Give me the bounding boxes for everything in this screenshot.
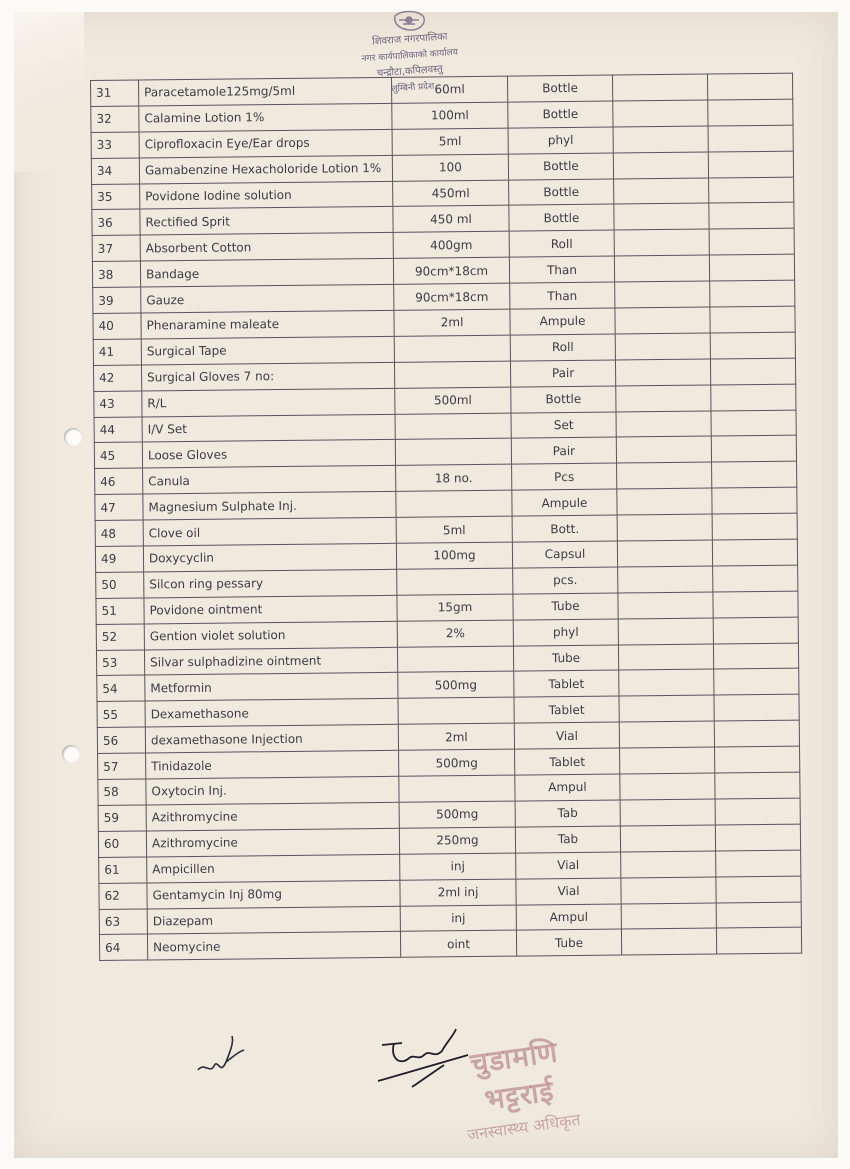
- item-name: dexamethasone Injection: [145, 725, 398, 754]
- punch-hole-bottom: [62, 745, 80, 763]
- item-name: Absorbent Cotton: [140, 233, 393, 262]
- item-quantity: 2ml: [394, 309, 510, 336]
- item-quantity: 400gm: [393, 231, 509, 258]
- item-number: 52: [96, 624, 144, 650]
- blank-cell: [620, 799, 715, 826]
- blank-cell: [618, 566, 713, 593]
- item-unit: Than: [510, 282, 615, 309]
- blank-cell: [711, 436, 796, 463]
- item-quantity: 100mg: [396, 542, 512, 569]
- item-unit: Bottle: [509, 179, 614, 206]
- item-name: Canula: [143, 466, 396, 495]
- blank-cell: [615, 359, 710, 386]
- blank-cell: [708, 125, 793, 152]
- blank-cell: [618, 618, 713, 645]
- item-quantity: 90cm*18cm: [393, 257, 509, 284]
- item-number: 38: [92, 261, 140, 287]
- item-number: 45: [94, 442, 142, 468]
- item-name: R/L: [142, 388, 395, 417]
- item-number: 55: [97, 701, 145, 727]
- item-name: Surgical Gloves 7 no:: [141, 362, 394, 391]
- blank-cell: [614, 229, 709, 256]
- item-quantity: 2ml inj: [400, 879, 516, 906]
- item-number: 41: [93, 339, 141, 365]
- item-quantity: 2ml: [398, 723, 514, 750]
- item-quantity: 5ml: [392, 128, 508, 155]
- blank-cell: [710, 306, 795, 333]
- item-unit: Roll: [509, 230, 614, 257]
- blank-cell: [713, 565, 798, 592]
- blank-cell: [714, 720, 799, 747]
- item-number: 42: [93, 365, 141, 391]
- item-name: Gauze: [141, 284, 394, 313]
- blank-cell: [616, 385, 711, 412]
- item-name: Oxytocin Inj.: [146, 776, 399, 805]
- item-name: Silvar sulphadizine ointment: [144, 647, 397, 676]
- item-unit: Capsul: [512, 541, 617, 568]
- item-name: I/V Set: [142, 414, 395, 443]
- item-name: Doxycyclin: [143, 543, 396, 572]
- item-number: 43: [94, 391, 142, 417]
- item-unit: Vial: [516, 852, 621, 879]
- item-number: 44: [94, 417, 142, 443]
- stamp-title: जनस्वास्थ्य अधिकृत: [466, 1109, 582, 1145]
- item-unit: Bottle: [508, 101, 613, 128]
- item-unit: Ampule: [510, 308, 615, 335]
- item-unit: Roll: [510, 334, 615, 361]
- item-unit: Tab: [515, 800, 620, 827]
- item-quantity: 100: [392, 154, 508, 181]
- blank-cell: [711, 384, 796, 411]
- seal-line-1: शिवराज नगरपालिका: [371, 31, 448, 48]
- item-unit: Tab: [515, 826, 620, 853]
- blank-cell: [709, 177, 794, 204]
- blank-cell: [615, 307, 710, 334]
- item-number: 59: [98, 805, 146, 831]
- item-name: Gention violet solution: [144, 621, 397, 650]
- item-quantity: 450 ml: [393, 206, 509, 233]
- item-unit: Bottle: [509, 204, 614, 231]
- item-number: 31: [91, 80, 139, 106]
- seal-line-4: लुम्बिनी प्रदेश: [391, 81, 435, 95]
- item-unit: Tablet: [515, 748, 620, 775]
- item-unit: Bottle: [508, 153, 613, 180]
- blank-cell: [712, 487, 797, 514]
- item-number: 39: [93, 287, 141, 313]
- item-quantity: 500mg: [399, 749, 515, 776]
- item-unit: Ampule: [512, 489, 617, 516]
- item-name: Gamabenzine Hexacholoride Lotion 1%: [139, 155, 392, 184]
- item-name: Phenaramine maleate: [141, 310, 394, 339]
- blank-cell: [612, 74, 707, 101]
- item-number: 57: [98, 753, 146, 779]
- blank-cell: [708, 99, 793, 126]
- blank-cell: [614, 255, 709, 282]
- item-number: 58: [98, 779, 146, 805]
- item-unit: Bott.: [512, 515, 617, 542]
- item-number: 35: [92, 184, 140, 210]
- item-number: 56: [97, 727, 145, 753]
- item-unit: Tube: [516, 929, 621, 956]
- item-quantity: 450ml: [393, 180, 509, 207]
- blank-cell: [617, 540, 712, 567]
- item-name: Diazepam: [147, 906, 400, 935]
- item-unit: Ampul: [516, 903, 621, 930]
- item-unit: Vial: [514, 722, 619, 749]
- blank-cell: [617, 514, 712, 541]
- blank-cell: [712, 539, 797, 566]
- blank-cell: [619, 669, 714, 696]
- item-number: 40: [93, 313, 141, 339]
- item-name: Tinidazole: [146, 750, 399, 779]
- blank-cell: [710, 280, 795, 307]
- item-quantity: 250mg: [399, 827, 515, 854]
- item-name: Loose Gloves: [142, 440, 395, 469]
- item-quantity: 90cm*18cm: [394, 283, 510, 310]
- item-number: 50: [96, 572, 144, 598]
- blank-cell: [616, 436, 711, 463]
- item-number: 53: [96, 650, 144, 676]
- blank-cell: [716, 927, 801, 954]
- blank-cell: [620, 773, 715, 800]
- item-unit: Pair: [511, 437, 616, 464]
- item-unit: Pcs: [512, 463, 617, 490]
- blank-cell: [709, 254, 794, 281]
- item-number: 64: [99, 934, 147, 960]
- item-number: 48: [95, 520, 143, 546]
- blank-cell: [614, 178, 709, 205]
- item-number: 60: [98, 831, 146, 857]
- blank-cell: [712, 513, 797, 540]
- item-quantity: [397, 646, 513, 673]
- blank-cell: [716, 876, 801, 903]
- item-quantity: 18 no.: [396, 464, 512, 491]
- item-number: 37: [92, 235, 140, 261]
- blank-cell: [619, 695, 714, 722]
- blank-cell: [713, 591, 798, 618]
- item-number: 32: [91, 106, 139, 132]
- item-quantity: 100ml: [392, 102, 508, 129]
- item-quantity: [394, 335, 510, 362]
- item-quantity: 5ml: [396, 516, 512, 543]
- item-number: 49: [95, 546, 143, 572]
- item-unit: Tube: [513, 593, 618, 620]
- blank-cell: [710, 332, 795, 359]
- blank-cell: [615, 333, 710, 360]
- item-name: Rectified Sprit: [140, 207, 393, 236]
- item-name: Dexamethasone: [145, 699, 398, 728]
- blank-cell: [716, 850, 801, 877]
- item-quantity: 500mg: [399, 801, 515, 828]
- item-quantity: [396, 490, 512, 517]
- item-name: Bandage: [140, 259, 393, 288]
- item-unit: Pair: [510, 360, 615, 387]
- blank-cell: [621, 902, 716, 929]
- item-unit: Bottle: [511, 386, 616, 413]
- signature-left: [190, 1022, 260, 1092]
- item-name: Surgical Tape: [141, 336, 394, 365]
- item-name: Silcon ring pessary: [144, 569, 397, 598]
- blank-cell: [617, 462, 712, 489]
- blank-cell: [711, 410, 796, 437]
- item-name: Azithromycine: [146, 828, 399, 857]
- item-quantity: [397, 568, 513, 595]
- item-quantity: 60ml: [391, 76, 507, 103]
- item-name: Calamine Lotion 1%: [139, 103, 392, 132]
- blank-cell: [714, 694, 799, 721]
- blank-cell: [715, 824, 800, 851]
- item-unit: phyl: [513, 619, 618, 646]
- medicine-list-table-container: [90, 73, 801, 962]
- item-number: 54: [97, 675, 145, 701]
- item-name: Ciprofloxacin Eye/Ear drops: [139, 129, 392, 158]
- item-quantity: [395, 439, 511, 466]
- item-quantity: inj: [400, 905, 516, 932]
- item-name: Magnesium Sulphate Inj.: [143, 492, 396, 521]
- item-name: Clove oil: [143, 517, 396, 546]
- blank-cell: [709, 203, 794, 230]
- blank-cell: [613, 152, 708, 179]
- item-number: 51: [96, 598, 144, 624]
- item-quantity: 500mg: [398, 672, 514, 699]
- blank-cell: [614, 203, 709, 230]
- blank-cell: [621, 851, 716, 878]
- item-number: 62: [99, 883, 147, 909]
- item-unit: Tube: [513, 645, 618, 672]
- item-name: Azithromycine: [146, 802, 399, 831]
- item-name: Povidone ointment: [144, 595, 397, 624]
- item-name: Neomycine: [147, 932, 400, 961]
- item-unit: Vial: [516, 878, 621, 905]
- blank-cell: [708, 151, 793, 178]
- blank-cell: [617, 488, 712, 515]
- item-quantity: inj: [400, 853, 516, 880]
- blank-cell: [618, 592, 713, 619]
- blank-cell: [621, 928, 716, 955]
- item-name: Povidone Iodine solution: [140, 181, 393, 210]
- blank-cell: [715, 798, 800, 825]
- seal-line-2: नगर कार्यपालिकाको कार्यालय: [361, 47, 459, 65]
- punch-hole-top: [64, 428, 82, 446]
- blank-cell: [613, 100, 708, 127]
- blank-cell: [713, 643, 798, 670]
- item-number: 47: [95, 494, 143, 520]
- item-quantity: oint: [400, 930, 516, 957]
- blank-cell: [615, 281, 710, 308]
- item-number: 36: [92, 209, 140, 235]
- blank-cell: [620, 825, 715, 852]
- blank-cell: [613, 126, 708, 153]
- blank-cell: [710, 358, 795, 385]
- item-unit: Set: [511, 412, 616, 439]
- blank-cell: [619, 721, 714, 748]
- blank-cell: [621, 877, 716, 904]
- item-quantity: 500ml: [395, 387, 511, 414]
- paper-fold: [14, 12, 84, 172]
- item-unit: phyl: [508, 127, 613, 154]
- item-unit: Tablet: [514, 696, 619, 723]
- item-number: 34: [91, 158, 139, 184]
- medicine-list-table: [90, 73, 802, 962]
- item-name: Paracetamole125mg/5ml: [139, 77, 392, 106]
- item-quantity: [398, 697, 514, 724]
- item-name: Ampicillen: [147, 854, 400, 883]
- item-unit: pcs.: [513, 567, 618, 594]
- item-number: 46: [95, 468, 143, 494]
- blank-cell: [707, 73, 792, 100]
- blank-cell: [616, 411, 711, 438]
- stamp-name: चुडामणि भट्टराई: [468, 1035, 561, 1117]
- item-number: 61: [99, 857, 147, 883]
- blank-cell: [714, 669, 799, 696]
- item-name: Gentamycin Inj 80mg: [147, 880, 400, 909]
- blank-cell: [618, 644, 713, 671]
- blank-cell: [715, 746, 800, 773]
- item-number: 63: [99, 908, 147, 934]
- blank-cell: [713, 617, 798, 644]
- item-quantity: 15gm: [397, 594, 513, 621]
- blank-cell: [709, 228, 794, 255]
- item-unit: Bottle: [507, 75, 612, 102]
- item-unit: Than: [509, 256, 614, 283]
- blank-cell: [712, 461, 797, 488]
- item-unit: Tablet: [514, 670, 619, 697]
- blank-cell: [620, 747, 715, 774]
- item-number: 33: [91, 132, 139, 158]
- item-unit: Ampul: [515, 774, 620, 801]
- seal-line-3: चन्द्रौटा,कपिलवस्तु: [376, 63, 444, 80]
- item-quantity: [394, 361, 510, 388]
- item-name: Metformin: [145, 673, 398, 702]
- blank-cell: [716, 902, 801, 929]
- blank-cell: [715, 772, 800, 799]
- item-quantity: [395, 413, 511, 440]
- item-quantity: [399, 775, 515, 802]
- item-quantity: 2%: [397, 620, 513, 647]
